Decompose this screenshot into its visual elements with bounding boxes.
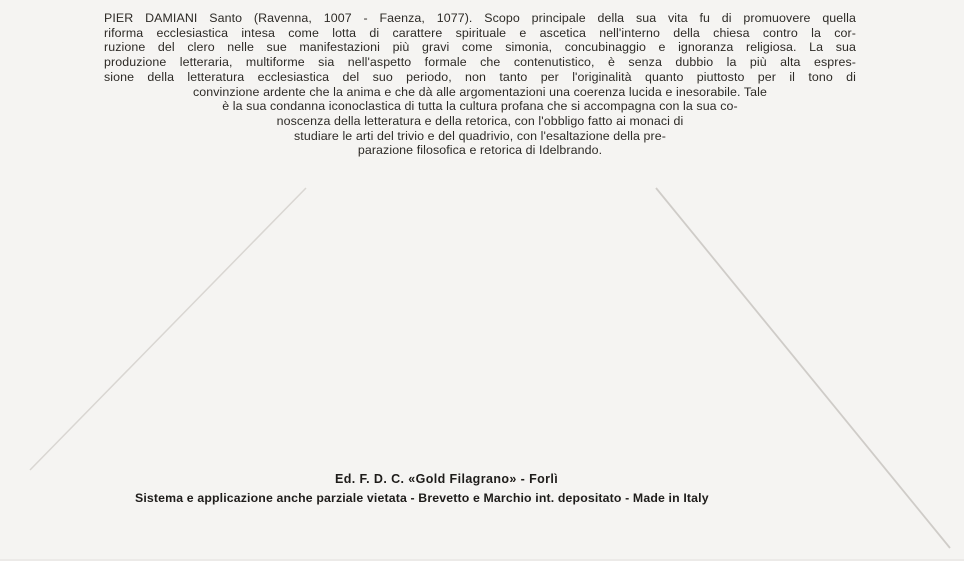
biography-line: studiare le arti del trivio e del quadrivio, con l'esaltazione della pre- (294, 128, 666, 143)
biography-line: PIER DAMIANI Santo (Ravenna, 1007 - Faenza, 1077). Scopo principale della sua vita fu di promuovere quella (104, 11, 856, 25)
biography-line: convinzione ardente che la anima e che dà alle argomentazioni una coerenza lucida e inesorabile. Tale (192, 84, 767, 99)
biography-text (104, 11, 856, 158)
biography-line: riforma ecclesiastica intesa come lotta di carattere spirituale e ascetica nell'interno della chiesa contro la cor- (104, 25, 856, 40)
biography-line: ruzione del clero nelle sue manifestazioni più gravi come simonia, concubinaggio e ignoranza religiosa. La sua (104, 40, 856, 55)
publisher-imprint: Ed. F. D. C. «Gold Filagrano» - Forlì (335, 472, 559, 486)
biography-line: sione della letteratura ecclesiastica del suo periodo, non tanto per l'originalità quanto piuttosto per il tono di (104, 69, 856, 84)
biography-line: è la sua condanna iconoclastica di tutta la cultura profana che si accompagna con la sua co- (222, 99, 738, 114)
biography-line: noscenza della letteratura e della retorica, con l'obbligo fatto ai monaci di (276, 113, 684, 128)
biography-line: produzione letteraria, multiforme sia nell'aspetto formale che contenutistico, è senza dubbio la più alta espres- (104, 55, 856, 70)
biography-line: parazione filosofica e retorica di Idelbrando. (357, 143, 603, 158)
copyright-notice: Sistema e applicazione anche parziale vietata - Brevetto e Marchio int. depositato - Made in Italy (135, 491, 709, 505)
